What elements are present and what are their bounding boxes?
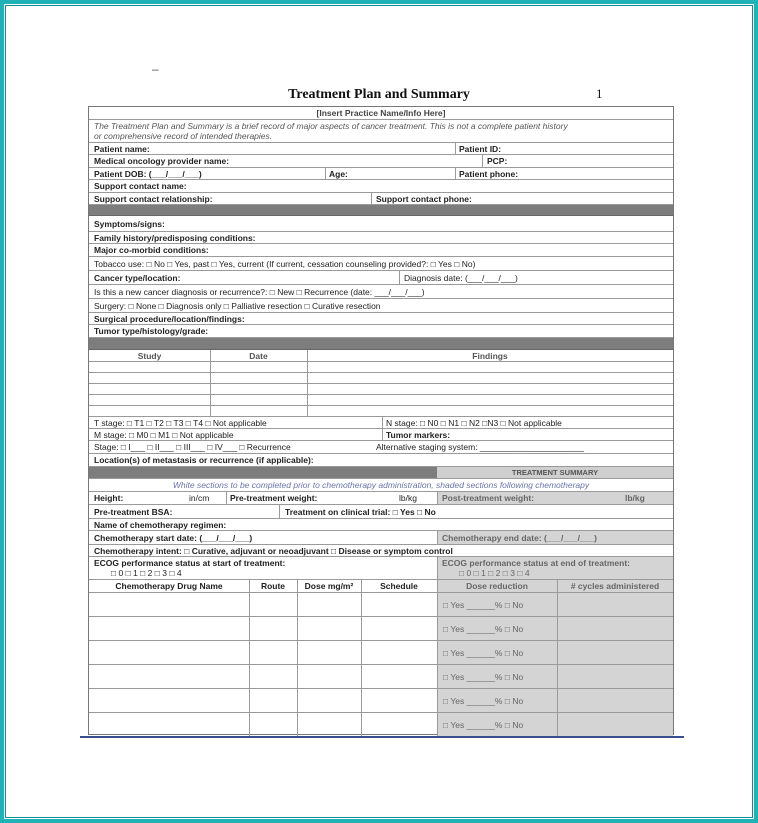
tobacco-field[interactable]: Tobacco use: □ No □ Yes, past □ Yes, current (If current, cessation counseling provided?: □ Yes □ No) xyxy=(94,258,476,269)
provider-field[interactable]: Medical oncology provider name: xyxy=(94,156,230,167)
family-history-field[interactable]: Family history/predisposing conditions: xyxy=(94,232,256,243)
schedule-header: Schedule xyxy=(380,581,418,592)
height-field[interactable]: Height: xyxy=(94,492,124,503)
row-cancer-type[interactable] xyxy=(89,271,673,285)
start-date-field[interactable]: Chemotherapy start date: (___/___/___) xyxy=(94,533,253,544)
row-surgery[interactable] xyxy=(89,299,673,313)
bottom-rule xyxy=(80,736,684,738)
pre-weight-unit: lb/kg xyxy=(399,492,417,503)
row-tobacco[interactable] xyxy=(89,257,673,271)
study-row[interactable] xyxy=(89,395,673,406)
row-stage[interactable] xyxy=(89,441,673,453)
dose-reduction-cell[interactable]: □ Yes ______% □ No xyxy=(443,624,524,635)
age-field[interactable]: Age: xyxy=(329,168,348,179)
row-t-stage[interactable] xyxy=(89,417,673,429)
surgical-procedure-field[interactable]: Surgical procedure/location/findings: xyxy=(94,313,245,324)
drug-name-header: Chemotherapy Drug Name xyxy=(115,581,223,592)
study-header: Study xyxy=(137,350,162,361)
corner-mark: – xyxy=(152,62,159,76)
surgery-field[interactable]: Surgery: □ None □ Diagnosis only □ Palliative resection □ Curative resection xyxy=(94,300,381,311)
support-phone-field[interactable]: Support contact phone: xyxy=(376,193,472,204)
study-row[interactable] xyxy=(89,384,673,395)
ecog-end-field[interactable]: ECOG performance status at end of treatment: xyxy=(442,558,630,569)
regimen-field[interactable]: Name of chemotherapy regimen: xyxy=(94,519,227,530)
tumor-type-field[interactable]: Tumor type/histology/grade: xyxy=(94,326,209,337)
dob-field[interactable]: Patient DOB: (___/___/___) xyxy=(94,168,202,179)
findings-header: Findings xyxy=(472,350,508,361)
row-regimen[interactable] xyxy=(89,519,673,531)
comorbid-field[interactable]: Major co-morbid conditions: xyxy=(94,245,209,256)
row-family[interactable] xyxy=(89,232,673,244)
section-divider-2 xyxy=(89,338,673,350)
treatment-summary-bar xyxy=(89,467,673,479)
drug-row[interactable] xyxy=(89,689,673,713)
ecog-end-options[interactable]: □ 0 □ 1 □ 2 □ 3 □ 4 xyxy=(459,568,530,579)
metastasis-field[interactable]: Location(s) of metastasis or recurrence (if applicable): xyxy=(94,454,314,465)
row-bsa[interactable] xyxy=(89,505,673,519)
end-date-field[interactable]: Chemotherapy end date: (___/___/___) xyxy=(442,533,597,544)
bsa-field[interactable]: Pre-treatment BSA: xyxy=(94,506,173,517)
row-intent[interactable] xyxy=(89,545,673,557)
m-stage-field[interactable]: M stage: □ M0 □ M1 □ Not applicable xyxy=(94,429,234,440)
drug-row[interactable] xyxy=(89,665,673,689)
instruction-row xyxy=(89,479,673,492)
dose-header: Dose mg/m² xyxy=(304,581,354,592)
practice-info: [Insert Practice Name/Info Here] xyxy=(316,108,446,118)
dose-reduction-cell[interactable]: □ Yes ______% □ No xyxy=(443,672,524,683)
study-header-row xyxy=(89,350,673,362)
treatment-form xyxy=(88,106,674,735)
cancer-type-field[interactable]: Cancer type/location: xyxy=(94,272,181,283)
page-title: Treatment Plan and Summary xyxy=(288,87,470,102)
dose-reduction-cell[interactable]: □ Yes ______% □ No xyxy=(443,696,524,707)
pre-weight-field[interactable]: Pre-treatment weight: xyxy=(230,492,318,503)
support-relationship-field[interactable]: Support contact relationship: xyxy=(94,193,213,204)
study-row[interactable] xyxy=(89,406,673,417)
row-patient-name[interactable] xyxy=(89,143,673,155)
dose-reduction-cell[interactable]: □ Yes ______% □ No xyxy=(443,720,524,731)
dose-reduction-header: Dose reduction xyxy=(466,581,528,592)
n-stage-field[interactable]: N stage: □ N0 □ N1 □ N2 □N3 □ Not applicable xyxy=(386,417,562,428)
intro-row xyxy=(89,120,673,143)
drug-row[interactable] xyxy=(89,593,673,617)
alt-staging-field[interactable]: Alternative staging system: ______________________ xyxy=(376,442,584,453)
practice-row xyxy=(89,107,673,120)
row-support-rel[interactable] xyxy=(89,193,673,205)
patient-name-field[interactable]: Patient name: xyxy=(94,144,150,154)
ecog-start-field[interactable]: ECOG performance status at start of treatment: xyxy=(94,558,286,569)
new-or-recurrence-field[interactable]: Is this a new cancer diagnosis or recurrence?: □ New □ Recurrence (date: ___/___/___) xyxy=(94,286,425,297)
study-row[interactable] xyxy=(89,373,673,384)
treatment-summary-header: TREATMENT SUMMARY xyxy=(511,467,599,477)
row-metastasis[interactable] xyxy=(89,454,673,467)
row-tumor[interactable] xyxy=(89,325,673,337)
cycles-header: # cycles administered xyxy=(570,581,660,592)
stage-field[interactable]: Stage: □ I___ □ II___ □ III___ □ IV___ □ Recurrence xyxy=(94,442,291,453)
row-height-weight[interactable] xyxy=(89,492,673,505)
phone-field[interactable]: Patient phone: xyxy=(459,168,519,179)
row-surg-proc[interactable] xyxy=(89,313,673,325)
study-row[interactable] xyxy=(89,362,673,373)
diagnosis-date-field[interactable]: Diagnosis date: (___/___/___) xyxy=(404,272,518,283)
symptoms-field[interactable]: Symptoms/signs: xyxy=(94,218,165,229)
drug-row[interactable] xyxy=(89,713,673,737)
intro-line-2: or comprehensive record of intended therapies. xyxy=(94,131,273,141)
row-dates[interactable] xyxy=(89,531,673,545)
clinical-trial-field[interactable]: Treatment on clinical trial: □ Yes □ No xyxy=(285,506,436,517)
row-symptoms[interactable] xyxy=(89,216,673,232)
row-ecog[interactable] xyxy=(89,557,673,580)
row-m-stage[interactable] xyxy=(89,429,673,441)
row-support-name[interactable] xyxy=(89,180,673,192)
page-number: 1 xyxy=(596,86,603,101)
dose-reduction-cell[interactable]: □ Yes ______% □ No xyxy=(443,648,524,659)
post-weight-field[interactable]: Post-treatment weight: xyxy=(442,492,535,503)
route-header: Route xyxy=(260,581,286,592)
drug-row[interactable] xyxy=(89,641,673,665)
drug-row[interactable] xyxy=(89,617,673,641)
drug-header-row xyxy=(89,580,673,593)
t-stage-field[interactable]: T stage: □ T1 □ T2 □ T3 □ T4 □ Not applicable xyxy=(94,417,267,428)
pcp-field[interactable]: PCP: xyxy=(487,156,508,167)
row-new-recurrence[interactable] xyxy=(89,285,673,299)
intent-field[interactable]: Chemotherapy intent: □ Curative, adjuvant or neoadjuvant □ Disease or symptom control xyxy=(94,546,453,557)
support-name-field[interactable]: Support contact name: xyxy=(94,181,187,192)
intro-line-1: The Treatment Plan and Summary is a brief record of major aspects of cancer treatment. This is not a complete patient history xyxy=(94,121,568,131)
row-comorbid[interactable] xyxy=(89,244,673,256)
patient-id-field[interactable]: Patient ID: xyxy=(459,144,502,154)
row-provider[interactable] xyxy=(89,155,673,167)
post-weight-unit: lb/kg xyxy=(625,492,645,503)
row-dob[interactable] xyxy=(89,168,673,180)
dose-reduction-cell[interactable]: □ Yes ______% □ No xyxy=(443,600,524,611)
ecog-start-options[interactable]: □ 0 □ 1 □ 2 □ 3 □ 4 xyxy=(111,568,182,579)
height-unit: in/cm xyxy=(189,492,210,503)
section-divider xyxy=(89,205,673,216)
date-header: Date xyxy=(249,350,268,361)
tumor-markers-field[interactable]: Tumor markers: xyxy=(386,429,451,440)
instruction-note: White sections to be completed prior to chemotherapy administration, shaded sections following chemotherapy xyxy=(172,479,590,490)
